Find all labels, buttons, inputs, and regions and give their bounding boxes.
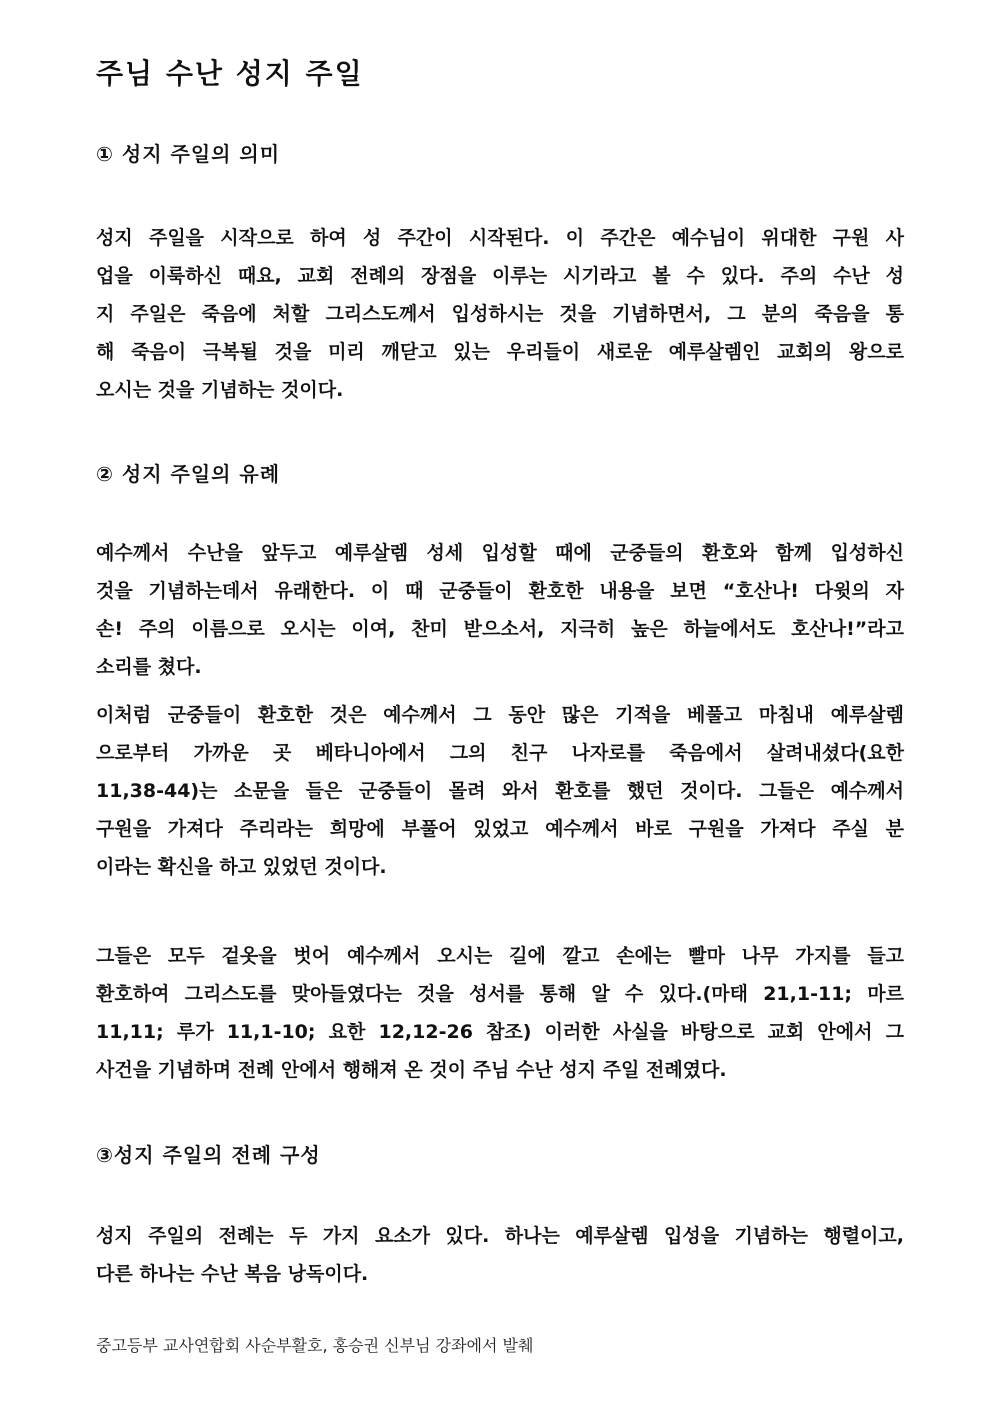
section-heading-origin: ② 성지 주일의 유례 [96, 462, 281, 486]
paragraph-line: 11,38-44)는 소문을 들은 군중들이 몰려 와서 환호를 했던 것이다. 그들은 예수께서 [96, 780, 904, 802]
document-title: 주님 수난 성지 주일 [96, 57, 364, 90]
section-heading-liturgy: ③성지 주일의 전례 구성 [96, 1143, 321, 1167]
paragraph-origin-1 [96, 534, 904, 686]
paragraph-line: 업을 이룩하신 때요, 교회 전례의 장점을 이루는 시기라고 볼 수 있다. 주의 수난 성 [96, 265, 904, 287]
paragraph-line: 손! 주의 이름으로 오시는 이여, 찬미 받으소서, 지극히 높은 하늘에서도 호산나!”라고 [96, 618, 904, 640]
paragraph-line: 성지 주일의 전례는 두 가지 요소가 있다. 하나는 예루살렘 입성을 기념하는 행렬이고, [96, 1225, 904, 1247]
paragraph-line: 오시는 것을 기념하는 것이다. [96, 379, 344, 401]
paragraph-line: 다른 하나는 수난 복음 낭독이다. [96, 1263, 369, 1285]
paragraph-line: 것을 기념하는데서 유래한다. 이 때 군중들이 환호한 내용을 보면 “호산나! 다윗의 자 [96, 580, 904, 602]
paragraph-line: 해 죽음이 극복될 것을 미리 깨닫고 있는 우리들이 새로운 예루살렘인 교회의 왕으로 [96, 341, 904, 363]
paragraph-line: 그들은 모두 겉옷을 벗어 예수께서 오시는 길에 깔고 손에는 빨마 나무 가지를 들고 [96, 945, 904, 967]
paragraph-line: 성지 주일을 시작으로 하여 성 주간이 시작된다. 이 주간은 예수님이 위대한 구원 사 [96, 227, 904, 249]
paragraph-line: 예수께서 수난을 앞두고 예루살렘 성세 입성할 때에 군중들의 환호와 함께 입성하신 [96, 542, 904, 564]
paragraph-liturgy [96, 1217, 904, 1293]
paragraph-origin-3 [96, 937, 904, 1089]
paragraph-line: 환호하여 그리스도를 맞아들였다는 것을 성서를 통해 알 수 있다.(마태 21,1-11; 마르 [96, 983, 904, 1005]
paragraph-line: 구원을 가져다 주리라는 희망에 부풀어 있었고 예수께서 바로 구원을 가져다 주실 분 [96, 818, 904, 840]
paragraph-line: 이라는 확신을 하고 있었던 것이다. [96, 856, 387, 878]
paragraph-line: 소리를 쳤다. [96, 656, 202, 678]
paragraph-line: 11,11; 루가 11,1-10; 요한 12,12-26 참조) 이러한 사실을 바탕으로 교회 안에서 그 [96, 1021, 904, 1043]
paragraph-line: 사건을 기념하며 전례 안에서 행해져 온 것이 주님 수난 성지 주일 전례였다. [96, 1059, 727, 1081]
source-footer: 중고등부 교사연합회 사순부활호, 홍승권 신부님 강좌에서 발췌 [96, 1336, 534, 1355]
section-heading-meaning: ① 성지 주일의 의미 [96, 142, 281, 166]
paragraph-line: 지 주일은 죽음에 처할 그리스도께서 입성하시는 것을 기념하면서, 그 분의 죽음을 통 [96, 303, 904, 325]
paragraph-line: 이처럼 군중들이 환호한 것은 예수께서 그 동안 많은 기적을 베풀고 마침내 예루살렘 [96, 704, 904, 726]
paragraph-origin-2 [96, 696, 904, 886]
paragraph-line: 으로부터 가까운 곳 베타니아에서 그의 친구 나자로를 죽음에서 살려내셨다(요한 [96, 742, 904, 764]
paragraph-meaning [96, 219, 904, 409]
